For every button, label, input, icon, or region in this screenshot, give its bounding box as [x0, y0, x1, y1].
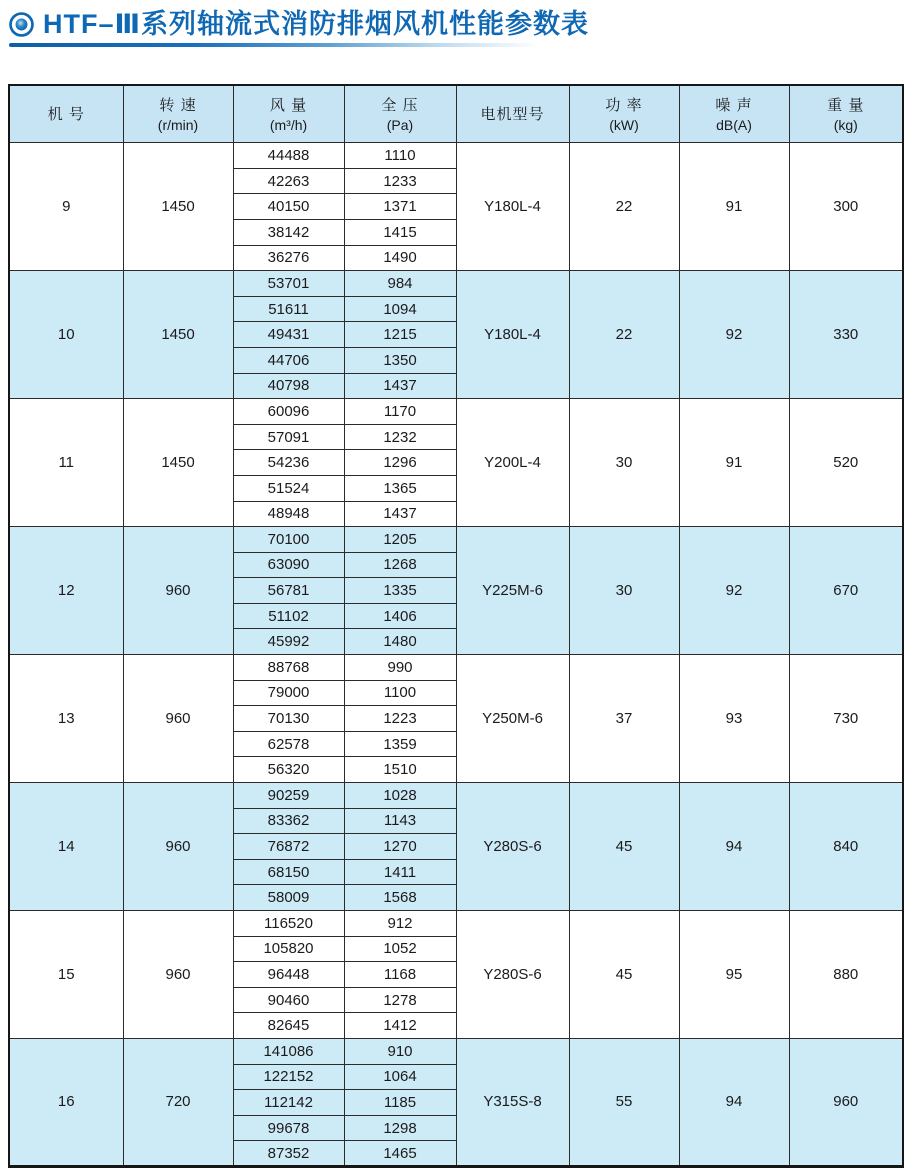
cell-flow: 83362 [233, 808, 344, 834]
cell-pressure: 910 [344, 1038, 456, 1064]
cell-weight: 670 [789, 527, 903, 655]
col-header-noise [679, 85, 789, 143]
col-header-pressure [344, 85, 456, 143]
cell-motor-model: Y250M-6 [456, 655, 569, 783]
col-header-speed [123, 85, 233, 143]
cell-speed: 960 [123, 783, 233, 911]
cell-pressure: 1278 [344, 987, 456, 1013]
header-unit: (kg) [833, 117, 858, 134]
cell-pressure: 1568 [344, 885, 456, 911]
cell-weight: 880 [789, 911, 903, 1039]
cell-pressure: 1205 [344, 527, 456, 553]
cell-power: 45 [569, 911, 679, 1039]
col-header-motor-model [456, 85, 569, 143]
cell-pressure: 1094 [344, 296, 456, 322]
cell-flow: 44706 [233, 347, 344, 373]
cell-power: 22 [569, 271, 679, 399]
cell-weight: 960 [789, 1038, 903, 1166]
cell-machine-no: 15 [9, 911, 123, 1039]
cell-power: 22 [569, 143, 679, 271]
cell-flow: 51524 [233, 475, 344, 501]
cell-pressure: 1052 [344, 936, 456, 962]
cell-weight: 300 [789, 143, 903, 271]
page-title: HTF–Ⅲ系列轴流式消防排烟风机性能参数表 [43, 9, 590, 39]
cell-power: 55 [569, 1038, 679, 1166]
cell-pressure: 1465 [344, 1141, 456, 1167]
cell-pressure: 1437 [344, 501, 456, 527]
cell-weight: 330 [789, 271, 903, 399]
cell-pressure: 1335 [344, 578, 456, 604]
cell-pressure: 1490 [344, 245, 456, 271]
cell-pressure: 1359 [344, 731, 456, 757]
cell-flow: 48948 [233, 501, 344, 527]
header-label: 转 速 [159, 97, 197, 115]
cell-flow: 122152 [233, 1064, 344, 1090]
cell-flow: 45992 [233, 629, 344, 655]
header-unit: (kW) [609, 117, 639, 134]
cell-noise: 94 [679, 783, 789, 911]
table-row [9, 1038, 903, 1064]
cell-pressure: 984 [344, 271, 456, 297]
cell-flow: 44488 [233, 143, 344, 169]
cell-weight: 840 [789, 783, 903, 911]
cell-flow: 57091 [233, 424, 344, 450]
cell-flow: 36276 [233, 245, 344, 271]
header-label: 功 率 [605, 97, 643, 115]
cell-flow: 40798 [233, 373, 344, 399]
cell-power: 30 [569, 527, 679, 655]
col-header-flow [233, 85, 344, 143]
cell-motor-model: Y315S-8 [456, 1038, 569, 1166]
table-row [9, 143, 903, 169]
table-row [9, 399, 903, 425]
cell-machine-no: 11 [9, 399, 123, 527]
cell-pressure: 1350 [344, 347, 456, 373]
cell-pressure: 990 [344, 655, 456, 681]
header-label: 机 号 [47, 106, 85, 124]
header-unit: (r/min) [157, 117, 199, 134]
cell-flow: 76872 [233, 834, 344, 860]
fan-performance-table [8, 84, 904, 1168]
cell-noise: 92 [679, 527, 789, 655]
col-header-power [569, 85, 679, 143]
cell-pressure: 912 [344, 911, 456, 937]
cell-pressure: 1064 [344, 1064, 456, 1090]
table-row [9, 911, 903, 937]
cell-flow: 70130 [233, 706, 344, 732]
cell-pressure: 1412 [344, 1013, 456, 1039]
cell-pressure: 1298 [344, 1115, 456, 1141]
cell-machine-no: 14 [9, 783, 123, 911]
cell-pressure: 1296 [344, 450, 456, 476]
cell-pressure: 1232 [344, 424, 456, 450]
cell-pressure: 1110 [344, 143, 456, 169]
cell-noise: 93 [679, 655, 789, 783]
cell-pressure: 1406 [344, 603, 456, 629]
cell-flow: 112142 [233, 1090, 344, 1116]
cell-flow: 56320 [233, 757, 344, 783]
cell-power: 30 [569, 399, 679, 527]
table-row [9, 655, 903, 681]
cell-flow: 49431 [233, 322, 344, 348]
cell-flow: 82645 [233, 1013, 344, 1039]
cell-flow: 141086 [233, 1038, 344, 1064]
header-unit: (m³/h) [269, 117, 308, 134]
cell-noise: 91 [679, 399, 789, 527]
cell-motor-model: Y180L-4 [456, 271, 569, 399]
cell-noise: 92 [679, 271, 789, 399]
cell-flow: 51102 [233, 603, 344, 629]
cell-pressure: 1233 [344, 168, 456, 194]
cell-pressure: 1415 [344, 219, 456, 245]
cell-motor-model: Y180L-4 [456, 143, 569, 271]
cell-flow: 60096 [233, 399, 344, 425]
cell-pressure: 1215 [344, 322, 456, 348]
header-unit: (Pa) [386, 117, 414, 134]
cell-pressure: 1270 [344, 834, 456, 860]
cell-machine-no: 9 [9, 143, 123, 271]
cell-noise: 94 [679, 1038, 789, 1166]
cell-speed: 960 [123, 527, 233, 655]
cell-speed: 1450 [123, 399, 233, 527]
cell-motor-model: Y225M-6 [456, 527, 569, 655]
cell-flow: 116520 [233, 911, 344, 937]
col-header-weight [789, 85, 903, 143]
cell-flow: 90460 [233, 987, 344, 1013]
header-unit: dB(A) [716, 117, 752, 134]
header-label: 重 量 [827, 97, 865, 115]
cell-flow: 51611 [233, 296, 344, 322]
table-row [9, 783, 903, 809]
cell-flow: 56781 [233, 578, 344, 604]
cell-motor-model: Y280S-6 [456, 911, 569, 1039]
col-header-machine-no [9, 85, 123, 143]
cell-flow: 105820 [233, 936, 344, 962]
cell-motor-model: Y280S-6 [456, 783, 569, 911]
cell-noise: 95 [679, 911, 789, 1039]
title-underline [9, 43, 539, 47]
cell-speed: 960 [123, 655, 233, 783]
cell-machine-no: 12 [9, 527, 123, 655]
cell-flow: 68150 [233, 859, 344, 885]
cell-machine-no: 10 [9, 271, 123, 399]
cell-flow: 42263 [233, 168, 344, 194]
cell-pressure: 1143 [344, 808, 456, 834]
header-label: 噪 声 [715, 97, 753, 115]
table-row [9, 527, 903, 553]
cell-flow: 90259 [233, 783, 344, 809]
header-label: 全 压 [381, 97, 419, 115]
cell-motor-model: Y200L-4 [456, 399, 569, 527]
cell-weight: 520 [789, 399, 903, 527]
cell-power: 45 [569, 783, 679, 911]
cell-pressure: 1437 [344, 373, 456, 399]
cell-flow: 79000 [233, 680, 344, 706]
cell-flow: 87352 [233, 1141, 344, 1167]
cell-pressure: 1365 [344, 475, 456, 501]
cell-flow: 88768 [233, 655, 344, 681]
cell-flow: 96448 [233, 962, 344, 988]
cell-pressure: 1170 [344, 399, 456, 425]
cell-power: 37 [569, 655, 679, 783]
cell-flow: 38142 [233, 219, 344, 245]
cell-pressure: 1371 [344, 194, 456, 220]
cell-speed: 720 [123, 1038, 233, 1166]
cell-pressure: 1510 [344, 757, 456, 783]
cell-flow: 53701 [233, 271, 344, 297]
concentric-circle-icon [9, 12, 34, 37]
header-label: 电机型号 [480, 106, 545, 124]
cell-flow: 58009 [233, 885, 344, 911]
cell-pressure: 1223 [344, 706, 456, 732]
cell-flow: 99678 [233, 1115, 344, 1141]
cell-speed: 1450 [123, 143, 233, 271]
cell-speed: 960 [123, 911, 233, 1039]
cell-pressure: 1268 [344, 552, 456, 578]
header-label: 风 量 [269, 97, 308, 115]
catalog-page [8, 10, 902, 1168]
cell-pressure: 1185 [344, 1090, 456, 1116]
cell-pressure: 1411 [344, 859, 456, 885]
cell-pressure: 1480 [344, 629, 456, 655]
header-row [9, 85, 903, 143]
table-row [9, 271, 903, 297]
cell-weight: 730 [789, 655, 903, 783]
cell-flow: 54236 [233, 450, 344, 476]
page-title-row [8, 10, 902, 40]
cell-machine-no: 13 [9, 655, 123, 783]
cell-flow: 62578 [233, 731, 344, 757]
cell-speed: 1450 [123, 271, 233, 399]
cell-pressure: 1168 [344, 962, 456, 988]
cell-flow: 70100 [233, 527, 344, 553]
cell-machine-no: 16 [9, 1038, 123, 1166]
cell-pressure: 1100 [344, 680, 456, 706]
cell-flow: 63090 [233, 552, 344, 578]
cell-pressure: 1028 [344, 783, 456, 809]
cell-noise: 91 [679, 143, 789, 271]
cell-flow: 40150 [233, 194, 344, 220]
